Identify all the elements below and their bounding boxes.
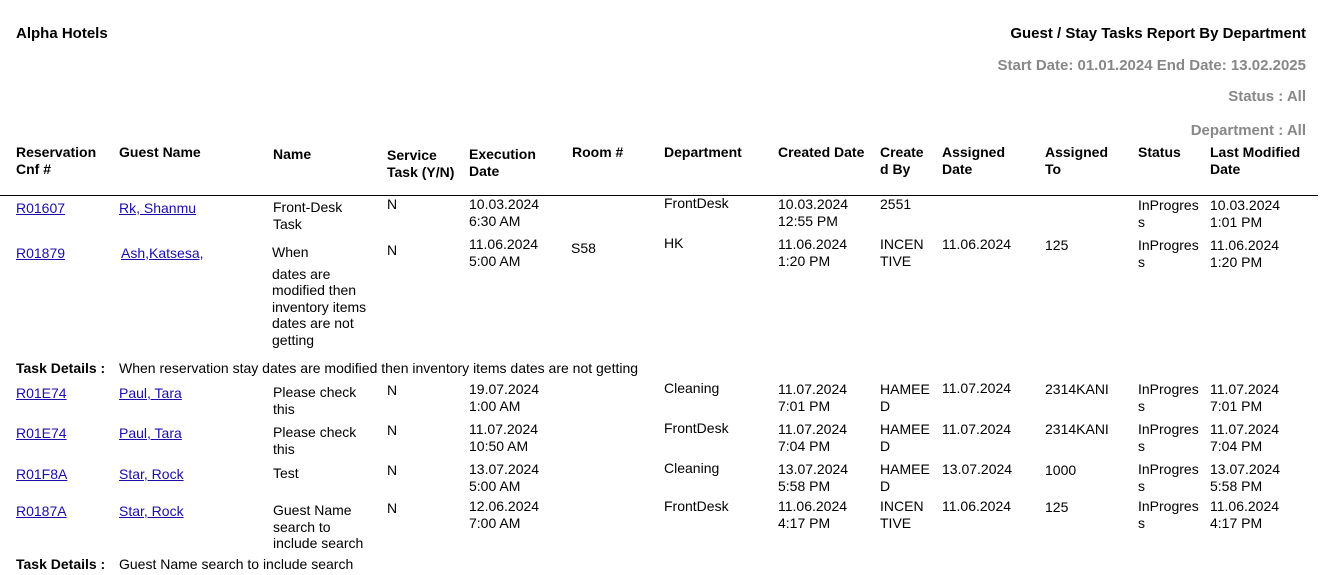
task-name-line: Front-Desk — [273, 199, 343, 215]
last-modified-date-line: 11.07.2024 — [1210, 381, 1280, 397]
created-by-line: HAMEE — [880, 461, 930, 477]
col-assignedto-line2: To — [1045, 161, 1062, 177]
assigned-to: 2314KANI — [1045, 381, 1109, 397]
department: Cleaning — [664, 460, 720, 476]
department: HK — [664, 235, 684, 251]
reservation-link[interactable]: R0187A — [16, 503, 67, 519]
created-date — [778, 421, 847, 454]
last-modified-time-line: 7:04 PM — [1210, 437, 1263, 454]
status-line: s — [1138, 253, 1145, 270]
task-name — [273, 424, 356, 457]
guest-name-link[interactable]: Star, Rock — [119, 466, 184, 482]
task-name-line: Please check — [273, 424, 357, 440]
task-name-line: this — [273, 440, 295, 457]
execution-date — [469, 498, 539, 531]
reservation-link[interactable]: R01607 — [16, 200, 66, 216]
created-time-line: 12:55 PM — [778, 212, 838, 229]
col-created-by — [880, 144, 924, 178]
task-name-line: getting — [272, 331, 315, 348]
assigned-date: 11.06.2024 — [942, 236, 1012, 252]
execution-time-line: 5:00 AM — [469, 252, 521, 269]
service-task-flag: N — [387, 500, 398, 516]
task-details-row — [16, 556, 105, 572]
task-details-text: When reservation stay dates are modified then inventory items dates are not getting — [119, 360, 639, 376]
status-filter: Status : All — [1228, 88, 1306, 105]
date-range: Start Date: 01.01.2024 End Date: 13.02.2025 — [997, 57, 1306, 74]
status-line: s — [1138, 397, 1145, 414]
status — [1138, 197, 1199, 230]
created-by-line: D — [880, 437, 891, 454]
header-divider — [0, 195, 1318, 196]
execution-time-line: 10:50 AM — [469, 437, 529, 454]
reservation-link[interactable]: R01879 — [16, 245, 66, 261]
col-department: Department — [664, 144, 742, 160]
task-details-label: Task Details : — [16, 360, 106, 376]
status-line: s — [1138, 514, 1145, 531]
execution-date-line: 19.07.2024 — [469, 381, 540, 397]
last-modified-time-line: 1:01 PM — [1210, 213, 1263, 230]
col-reservation-line2: Cnf # — [16, 161, 51, 177]
col-guest-name: Guest Name — [119, 144, 201, 160]
guest-name-link[interactable]: Star, Rock — [119, 503, 184, 519]
status-line: InProgres — [1138, 381, 1199, 397]
created-date-line: 11.07.2024 — [778, 421, 848, 437]
created-date — [778, 381, 847, 414]
service-task-flag: N — [387, 422, 398, 438]
status — [1138, 421, 1199, 454]
col-exec-line1: Execution — [469, 146, 536, 162]
service-task-flag: N — [387, 462, 398, 478]
task-details-label: Task Details : — [16, 556, 106, 572]
last-modified-time-line: 4:17 PM — [1210, 514, 1263, 531]
last-modified-date-line: 11.07.2024 — [1210, 421, 1280, 437]
last-modified-date-line: 13.07.2024 — [1210, 461, 1281, 477]
last-modified-date-line: 11.06.2024 — [1210, 237, 1280, 253]
task-name-line: Please check — [273, 384, 357, 400]
task-details-row — [16, 360, 105, 376]
created-time-line: 7:04 PM — [778, 437, 831, 454]
col-last-modified — [1210, 144, 1300, 178]
assigned-date: 11.06.2024 — [942, 498, 1012, 514]
execution-date-line: 11.07.2024 — [469, 421, 539, 437]
department: FrontDesk — [664, 195, 729, 211]
execution-date-line: 10.03.2024 — [469, 196, 540, 212]
col-assigned-line2: Date — [942, 161, 973, 177]
task-name-line: Test — [273, 465, 299, 481]
status-line: s — [1138, 213, 1145, 230]
status — [1138, 498, 1199, 531]
status-line: InProgres — [1138, 421, 1199, 437]
status-line: InProgres — [1138, 197, 1199, 213]
col-assigned-date — [942, 144, 1005, 178]
execution-date-line: 12.06.2024 — [469, 498, 540, 514]
execution-date-line: 11.06.2024 — [469, 236, 539, 252]
created-date — [778, 196, 848, 229]
col-service-task — [387, 147, 454, 181]
col-name: Name — [273, 146, 312, 162]
created-date-line: 11.06.2024 — [778, 236, 848, 252]
created-date — [778, 236, 847, 269]
created-by — [880, 196, 911, 213]
assigned-date: 13.07.2024 — [942, 461, 1013, 477]
task-name-line: include search — [273, 535, 364, 551]
service-task-flag: N — [387, 382, 398, 398]
assigned-date: 11.07.2024 — [942, 421, 1012, 437]
col-lastmod-line2: Date — [1210, 161, 1241, 177]
col-status: Status — [1138, 144, 1181, 160]
created-by-line: HAMEE — [880, 381, 930, 397]
created-time-line: 4:17 PM — [778, 514, 831, 531]
reservation-link[interactable]: R01E74 — [16, 385, 67, 401]
status — [1138, 461, 1199, 494]
col-assigned-to — [1045, 144, 1108, 178]
col-lastmod-line1: Last Modified — [1210, 144, 1301, 160]
reservation-link[interactable]: R01E74 — [16, 425, 67, 441]
department: Cleaning — [664, 380, 720, 396]
execution-time-line: 7:00 AM — [469, 514, 521, 531]
guest-name-link[interactable]: Paul, Tara — [119, 385, 182, 401]
assigned-to: 125 — [1045, 499, 1069, 515]
col-created-date: Created Date — [778, 144, 865, 160]
created-by — [880, 381, 930, 414]
col-reservation — [16, 144, 96, 178]
last-modified — [1210, 421, 1279, 454]
last-modified — [1210, 461, 1280, 494]
status-line: InProgres — [1138, 237, 1199, 253]
reservation-link[interactable]: R01F8A — [16, 466, 68, 482]
last-modified-time-line: 1:20 PM — [1210, 253, 1263, 270]
col-execution-date — [469, 146, 536, 180]
status — [1138, 237, 1199, 270]
last-modified — [1210, 498, 1279, 531]
task-name-line: dates are — [272, 265, 331, 282]
department: FrontDesk — [664, 498, 729, 514]
col-reservation-line1: Reservation — [16, 144, 97, 160]
created-by-line: 2551 — [880, 196, 912, 212]
created-by-line: D — [880, 397, 891, 414]
task-details-text: Guest Name search to include search — [119, 556, 354, 572]
execution-date — [469, 236, 538, 269]
room-number: S58 — [571, 240, 596, 256]
last-modified-date-line: 11.06.2024 — [1210, 498, 1280, 514]
last-modified — [1210, 381, 1279, 414]
task-name-line: Task — [273, 215, 302, 232]
guest-name-link[interactable]: Paul, Tara — [119, 425, 182, 441]
created-by — [880, 498, 924, 531]
guest-name-link[interactable]: Rk, Shanmu — [119, 200, 197, 216]
execution-date — [469, 421, 538, 454]
last-modified — [1210, 237, 1279, 270]
task-name-line: When — [272, 244, 309, 260]
created-by-line: D — [880, 477, 891, 494]
execution-time-line: 5:00 AM — [469, 477, 521, 494]
assigned-to: 2314KANI — [1045, 421, 1109, 437]
created-by — [880, 236, 924, 269]
execution-date — [469, 196, 539, 229]
task-name-line: inventory items — [272, 298, 367, 315]
task-name — [273, 502, 363, 552]
execution-time-line: 6:30 AM — [469, 212, 521, 229]
task-name-line: modified then — [272, 282, 357, 298]
execution-date — [469, 461, 539, 494]
col-room: Room # — [572, 144, 624, 160]
status-line: InProgres — [1138, 461, 1199, 477]
last-modified-time-line: 7:01 PM — [1210, 397, 1263, 414]
execution-date — [469, 381, 539, 414]
guest-name-link[interactable]: Ash,Katsesa, — [121, 245, 204, 261]
execution-date-line: 13.07.2024 — [469, 461, 540, 477]
last-modified — [1210, 197, 1280, 230]
created-by-line: HAMEE — [880, 421, 930, 437]
assigned-date: 11.07.2024 — [942, 380, 1012, 396]
task-name — [273, 384, 356, 417]
col-createdby-line2: d By — [880, 161, 911, 177]
department: FrontDesk — [664, 420, 729, 436]
created-date-line: 10.03.2024 — [778, 196, 849, 212]
col-assignedto-line1: Assigned — [1045, 144, 1109, 160]
report-title: Guest / Stay Tasks Report By Department — [1010, 25, 1306, 42]
status-line: s — [1138, 437, 1145, 454]
created-date — [778, 498, 847, 531]
task-name — [273, 199, 342, 232]
assigned-to: 125 — [1045, 237, 1069, 253]
task-name-line: dates are not — [272, 315, 354, 331]
created-date-line: 13.07.2024 — [778, 461, 849, 477]
execution-time-line: 1:00 AM — [469, 397, 521, 414]
task-name — [272, 244, 366, 348]
col-service-line1: Service — [387, 147, 437, 163]
status — [1138, 381, 1199, 414]
task-name-line: search to — [273, 518, 331, 535]
hotel-name: Alpha Hotels — [16, 25, 108, 42]
col-service-line2: Task (Y/N) — [387, 164, 455, 180]
assigned-to: 1000 — [1045, 462, 1077, 478]
col-exec-line2: Date — [469, 163, 500, 179]
created-time-line: 7:01 PM — [778, 397, 831, 414]
department-filter: Department : All — [1190, 122, 1306, 139]
created-by — [880, 461, 930, 494]
created-date-line: 11.07.2024 — [778, 381, 848, 397]
created-by — [880, 421, 930, 454]
service-task-flag: N — [387, 242, 398, 258]
task-name — [273, 465, 299, 482]
last-modified-date-line: 10.03.2024 — [1210, 197, 1281, 213]
service-task-flag: N — [387, 196, 398, 212]
col-createdby-line1: Create — [880, 144, 924, 160]
created-date — [778, 461, 848, 494]
created-time-line: 5:58 PM — [778, 477, 831, 494]
status-line: s — [1138, 477, 1145, 494]
task-name-line: this — [273, 400, 295, 417]
task-name-line: Guest Name — [273, 502, 352, 518]
created-date-line: 11.06.2024 — [778, 498, 848, 514]
created-by-line: INCEN — [880, 236, 924, 252]
status-line: InProgres — [1138, 498, 1199, 514]
created-by-line: TIVE — [880, 252, 912, 269]
created-by-line: TIVE — [880, 514, 912, 531]
last-modified-time-line: 5:58 PM — [1210, 477, 1263, 494]
created-by-line: INCEN — [880, 498, 924, 514]
col-assigned-line1: Assigned — [942, 144, 1006, 160]
created-time-line: 1:20 PM — [778, 252, 831, 269]
